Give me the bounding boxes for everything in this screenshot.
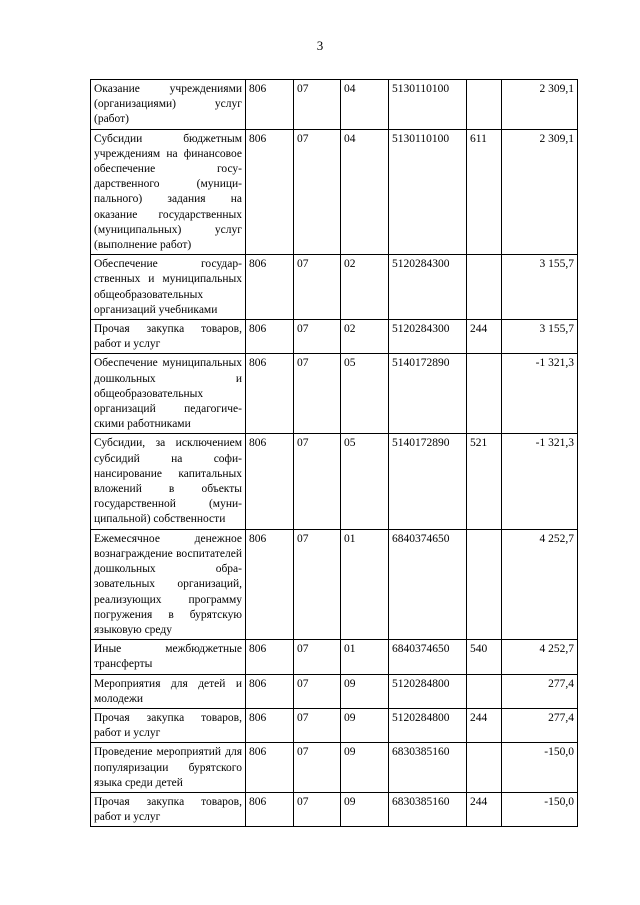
row-expense-type-code (467, 80, 502, 130)
budget-table-body (91, 80, 578, 827)
row-ministry-code: 806 (246, 129, 294, 255)
row-target-article-code: 5120284800 (389, 674, 467, 708)
row-section-code: 07 (294, 320, 341, 354)
row-amount: 277,4 (502, 674, 578, 708)
row-ministry-code: 806 (246, 743, 294, 793)
row-amount: 2 309,1 (502, 80, 578, 130)
table-row (91, 320, 578, 354)
row-section-code: 07 (294, 80, 341, 130)
row-description: Ежемесячное денежное вознаграждение воспитателей дошкольных образовательных организаций, реализующих программу погружения в бурятскую языковую среду (91, 529, 246, 639)
row-amount: -150,0 (502, 743, 578, 793)
row-target-article-code: 5130110100 (389, 80, 467, 130)
row-target-article-code: 6840374650 (389, 529, 467, 639)
row-subsection-code: 01 (341, 640, 389, 674)
row-ministry-code: 806 (246, 640, 294, 674)
row-amount: 3 155,7 (502, 255, 578, 320)
row-ministry-code: 806 (246, 708, 294, 742)
row-amount: -1 321,3 (502, 354, 578, 434)
row-description: Прочая закупка товаров, работ и услуг (91, 792, 246, 826)
row-description: Мероприятия для детей и молодежи (91, 674, 246, 708)
row-ministry-code: 806 (246, 434, 294, 529)
budget-table (90, 79, 578, 827)
row-ministry-code: 806 (246, 792, 294, 826)
row-section-code: 07 (294, 129, 341, 255)
row-description: Субсидии бюджетным учреждениям на финансовое обеспечение государственного (муниципального) задания на оказание государственных (муниципальных) услуг (выполнение работ) (91, 129, 246, 255)
row-subsection-code: 04 (341, 80, 389, 130)
row-description: Субсидии, за исключением субсидий на софинансирование капитальных вложений в объекты государственной (муниципальной) собственности (91, 434, 246, 529)
row-amount: 4 252,7 (502, 529, 578, 639)
table-row (91, 255, 578, 320)
row-description: Обеспечение государственных и муниципальных общеобразовательных организаций учебниками (91, 255, 246, 320)
row-section-code: 07 (294, 354, 341, 434)
row-expense-type-code (467, 529, 502, 639)
row-subsection-code: 09 (341, 708, 389, 742)
row-subsection-code: 05 (341, 434, 389, 529)
row-ministry-code: 806 (246, 354, 294, 434)
row-expense-type-code: 244 (467, 708, 502, 742)
table-row (91, 434, 578, 529)
table-row (91, 674, 578, 708)
table-row (91, 743, 578, 793)
table-row (91, 129, 578, 255)
row-description: Прочая закупка товаров, работ и услуг (91, 708, 246, 742)
row-subsection-code: 04 (341, 129, 389, 255)
row-target-article-code: 6840374650 (389, 640, 467, 674)
row-subsection-code: 02 (341, 320, 389, 354)
row-section-code: 07 (294, 640, 341, 674)
table-row (91, 792, 578, 826)
row-subsection-code: 05 (341, 354, 389, 434)
row-ministry-code: 806 (246, 529, 294, 639)
table-row (91, 354, 578, 434)
row-description: Оказание учреждениями (организациями) услуг (работ) (91, 80, 246, 130)
row-target-article-code: 5120284300 (389, 320, 467, 354)
row-section-code: 07 (294, 743, 341, 793)
row-expense-type-code: 521 (467, 434, 502, 529)
page-number: 3 (316, 38, 324, 53)
table-row (91, 80, 578, 130)
row-section-code: 07 (294, 674, 341, 708)
row-subsection-code: 01 (341, 529, 389, 639)
row-expense-type-code (467, 743, 502, 793)
row-target-article-code: 5130110100 (389, 129, 467, 255)
row-target-article-code: 6830385160 (389, 743, 467, 793)
row-expense-type-code: 244 (467, 792, 502, 826)
row-expense-type-code: 540 (467, 640, 502, 674)
row-description: Прочая закупка товаров, работ и услуг (91, 320, 246, 354)
row-section-code: 07 (294, 434, 341, 529)
table-row (91, 529, 578, 639)
row-amount: 2 309,1 (502, 129, 578, 255)
row-section-code: 07 (294, 255, 341, 320)
row-amount: -150,0 (502, 792, 578, 826)
row-amount: 4 252,7 (502, 640, 578, 674)
row-target-article-code: 5120284800 (389, 708, 467, 742)
row-description: Обеспечение муниципальных дошкольных и общеобразовательных организаций педагогическими работниками (91, 354, 246, 434)
row-target-article-code: 5140172890 (389, 434, 467, 529)
row-ministry-code: 806 (246, 674, 294, 708)
row-subsection-code: 02 (341, 255, 389, 320)
table-row (91, 640, 578, 674)
row-section-code: 07 (294, 529, 341, 639)
row-ministry-code: 806 (246, 320, 294, 354)
row-description: Проведение мероприятий для популяризации бурятского языка среди детей (91, 743, 246, 793)
row-subsection-code: 09 (341, 674, 389, 708)
row-amount: 3 155,7 (502, 320, 578, 354)
row-target-article-code: 5140172890 (389, 354, 467, 434)
row-expense-type-code (467, 674, 502, 708)
row-subsection-code: 09 (341, 792, 389, 826)
row-target-article-code: 5120284300 (389, 255, 467, 320)
row-expense-type-code: 611 (467, 129, 502, 255)
row-description: Иные межбюджетные трансферты (91, 640, 246, 674)
row-subsection-code: 09 (341, 743, 389, 793)
row-target-article-code: 6830385160 (389, 792, 467, 826)
row-amount: -1 321,3 (502, 434, 578, 529)
row-expense-type-code: 244 (467, 320, 502, 354)
row-ministry-code: 806 (246, 255, 294, 320)
row-amount: 277,4 (502, 708, 578, 742)
row-expense-type-code (467, 354, 502, 434)
table-row (91, 708, 578, 742)
row-section-code: 07 (294, 792, 341, 826)
row-ministry-code: 806 (246, 80, 294, 130)
row-section-code: 07 (294, 708, 341, 742)
row-expense-type-code (467, 255, 502, 320)
